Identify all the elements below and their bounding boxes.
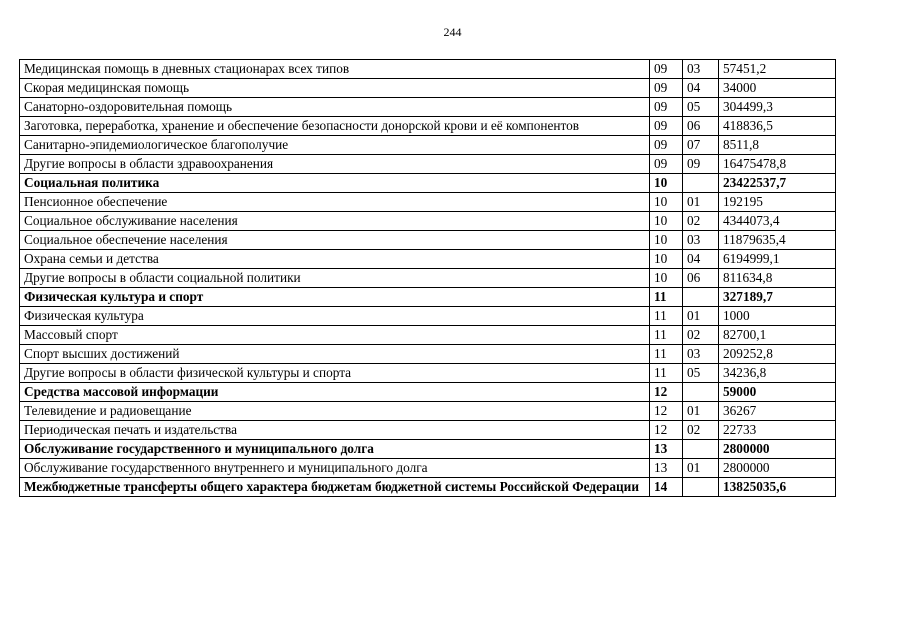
table-row: [20, 193, 836, 212]
row-name-cell: Социальное обеспечение населения: [20, 231, 650, 250]
row-section-cell: 13: [650, 459, 683, 478]
row-amount-cell: 2800000: [719, 459, 836, 478]
row-name-cell: Спорт высших достижений: [20, 345, 650, 364]
row-subsection-cell: 03: [683, 231, 719, 250]
row-amount-cell: 811634,8: [719, 269, 836, 288]
table-row: [20, 60, 836, 79]
row-subsection-cell: 03: [683, 60, 719, 79]
table-row: [20, 326, 836, 345]
row-section-cell: 14: [650, 478, 683, 497]
row-name-cell: Средства массовой информации: [20, 383, 650, 402]
row-name-cell: Пенсионное обеспечение: [20, 193, 650, 212]
table-row: [20, 478, 836, 497]
row-section-cell: 10: [650, 174, 683, 193]
row-subsection-cell: 04: [683, 250, 719, 269]
row-amount-cell: 304499,3: [719, 98, 836, 117]
row-amount-cell: 1000: [719, 307, 836, 326]
row-subsection-cell: 01: [683, 459, 719, 478]
row-name-cell: Социальное обслуживание населения: [20, 212, 650, 231]
row-name-cell: Другие вопросы в области физической культуры и спорта: [20, 364, 650, 383]
table-row: [20, 98, 836, 117]
row-section-cell: 10: [650, 250, 683, 269]
row-amount-cell: 11879635,4: [719, 231, 836, 250]
row-amount-cell: 23422537,7: [719, 174, 836, 193]
row-amount-cell: 209252,8: [719, 345, 836, 364]
row-amount-cell: 36267: [719, 402, 836, 421]
row-section-cell: 11: [650, 364, 683, 383]
row-subsection-cell: 04: [683, 79, 719, 98]
row-section-cell: 11: [650, 288, 683, 307]
row-subsection-cell: 01: [683, 193, 719, 212]
row-section-cell: 12: [650, 402, 683, 421]
row-section-cell: 09: [650, 79, 683, 98]
row-name-cell: Санаторно-оздоровительная помощь: [20, 98, 650, 117]
row-subsection-cell: 01: [683, 307, 719, 326]
row-subsection-cell: [683, 383, 719, 402]
row-amount-cell: 2800000: [719, 440, 836, 459]
row-section-cell: 11: [650, 326, 683, 345]
row-subsection-cell: 03: [683, 345, 719, 364]
table-row: [20, 212, 836, 231]
table-row: [20, 402, 836, 421]
row-name-cell: Физическая культура и спорт: [20, 288, 650, 307]
row-name-cell: Межбюджетные трансферты общего характера бюджетам бюджетной системы Российской Федерации: [20, 478, 650, 497]
row-section-cell: 09: [650, 60, 683, 79]
row-section-cell: 13: [650, 440, 683, 459]
row-subsection-cell: 06: [683, 117, 719, 136]
row-name-cell: Медицинская помощь в дневных стационарах всех типов: [20, 60, 650, 79]
row-name-cell: Скорая медицинская помощь: [20, 79, 650, 98]
table-row: [20, 269, 836, 288]
row-subsection-cell: 02: [683, 326, 719, 345]
row-section-cell: 09: [650, 98, 683, 117]
row-amount-cell: 4344073,4: [719, 212, 836, 231]
row-subsection-cell: 05: [683, 364, 719, 383]
row-name-cell: Периодическая печать и издательства: [20, 421, 650, 440]
row-name-cell: Обслуживание государственного и муниципального долга: [20, 440, 650, 459]
row-subsection-cell: [683, 440, 719, 459]
row-section-cell: 09: [650, 117, 683, 136]
row-amount-cell: 418836,5: [719, 117, 836, 136]
row-amount-cell: 8511,8: [719, 136, 836, 155]
row-section-cell: 10: [650, 269, 683, 288]
row-subsection-cell: [683, 174, 719, 193]
table-row: [20, 155, 836, 174]
row-subsection-cell: 05: [683, 98, 719, 117]
row-section-cell: 10: [650, 193, 683, 212]
row-name-cell: Другие вопросы в области социальной политики: [20, 269, 650, 288]
page-number: 244: [443, 25, 462, 39]
row-name-cell: Охрана семьи и детства: [20, 250, 650, 269]
table-row: [20, 459, 836, 478]
row-section-cell: 10: [650, 231, 683, 250]
row-subsection-cell: 02: [683, 421, 719, 440]
row-name-cell: Заготовка, переработка, хранение и обеспечение безопасности донорской крови и её компонентов: [20, 117, 650, 136]
row-subsection-cell: [683, 478, 719, 497]
row-subsection-cell: 06: [683, 269, 719, 288]
row-section-cell: 09: [650, 155, 683, 174]
table-row: [20, 117, 836, 136]
row-amount-cell: 82700,1: [719, 326, 836, 345]
row-amount-cell: 192195: [719, 193, 836, 212]
row-name-cell: Социальная политика: [20, 174, 650, 193]
row-amount-cell: 13825035,6: [719, 478, 836, 497]
row-section-cell: 12: [650, 421, 683, 440]
table-row: [20, 174, 836, 193]
row-subsection-cell: [683, 288, 719, 307]
row-subsection-cell: 02: [683, 212, 719, 231]
row-name-cell: Массовый спорт: [20, 326, 650, 345]
row-amount-cell: 22733: [719, 421, 836, 440]
row-amount-cell: 16475478,8: [719, 155, 836, 174]
row-amount-cell: 6194999,1: [719, 250, 836, 269]
table-row: [20, 288, 836, 307]
row-amount-cell: 327189,7: [719, 288, 836, 307]
row-section-cell: 11: [650, 345, 683, 364]
row-subsection-cell: 09: [683, 155, 719, 174]
row-section-cell: 09: [650, 136, 683, 155]
row-name-cell: Обслуживание государственного внутреннего и муниципального долга: [20, 459, 650, 478]
table-row: [20, 383, 836, 402]
row-subsection-cell: 07: [683, 136, 719, 155]
table-row: [20, 307, 836, 326]
table-row: [20, 345, 836, 364]
table-row: [20, 79, 836, 98]
table-row: [20, 250, 836, 269]
table-row: [20, 136, 836, 155]
row-amount-cell: 59000: [719, 383, 836, 402]
row-section-cell: 12: [650, 383, 683, 402]
row-name-cell: Санитарно-эпидемиологическое благополучие: [20, 136, 650, 155]
table-row: [20, 231, 836, 250]
row-amount-cell: 34236,8: [719, 364, 836, 383]
row-name-cell: Другие вопросы в области здравоохранения: [20, 155, 650, 174]
row-section-cell: 10: [650, 212, 683, 231]
table-row: [20, 421, 836, 440]
row-amount-cell: 34000: [719, 79, 836, 98]
row-subsection-cell: 01: [683, 402, 719, 421]
row-name-cell: Физическая культура: [20, 307, 650, 326]
table-row: [20, 364, 836, 383]
budget-table-body: [20, 60, 836, 497]
row-name-cell: Телевидение и радиовещание: [20, 402, 650, 421]
budget-table: [19, 59, 836, 497]
table-row: [20, 440, 836, 459]
row-amount-cell: 57451,2: [719, 60, 836, 79]
row-section-cell: 11: [650, 307, 683, 326]
